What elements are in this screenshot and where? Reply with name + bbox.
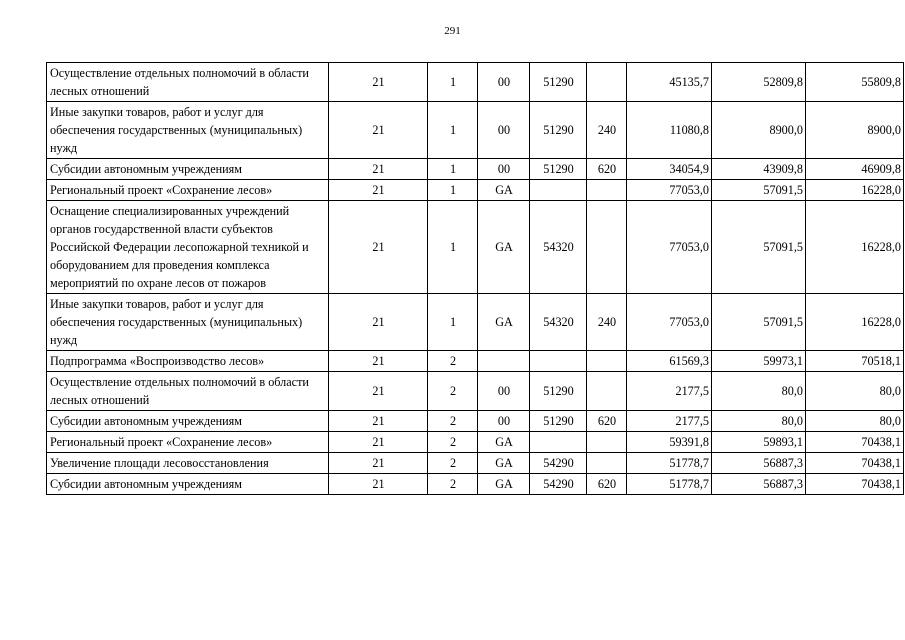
row-subprogram: 2 bbox=[428, 351, 478, 372]
row-value-3: 80,0 bbox=[806, 372, 904, 411]
table-row bbox=[47, 372, 904, 411]
row-value-1: 2177,5 bbox=[627, 372, 712, 411]
row-group: GA bbox=[478, 432, 530, 453]
row-subprogram: 2 bbox=[428, 474, 478, 495]
row-group: 00 bbox=[478, 411, 530, 432]
table-row bbox=[47, 432, 904, 453]
row-group: GA bbox=[478, 294, 530, 351]
row-group: 00 bbox=[478, 102, 530, 159]
row-value-3: 70438,1 bbox=[806, 453, 904, 474]
row-expense-type: 240 bbox=[587, 294, 627, 351]
row-value-2: 43909,8 bbox=[712, 159, 806, 180]
row-value-2: 56887,3 bbox=[712, 453, 806, 474]
row-value-3: 8900,0 bbox=[806, 102, 904, 159]
row-value-1: 45135,7 bbox=[627, 63, 712, 102]
row-expense-type bbox=[587, 351, 627, 372]
row-value-3: 80,0 bbox=[806, 411, 904, 432]
row-code: 21 bbox=[329, 294, 428, 351]
row-code: 21 bbox=[329, 63, 428, 102]
row-code: 21 bbox=[329, 159, 428, 180]
row-name: Региональный проект «Сохранение лесов» bbox=[47, 180, 329, 201]
row-name: Субсидии автономным учреждениям bbox=[47, 411, 329, 432]
table-row bbox=[47, 294, 904, 351]
row-item: 54320 bbox=[530, 294, 587, 351]
row-value-3: 16228,0 bbox=[806, 180, 904, 201]
row-item: 51290 bbox=[530, 102, 587, 159]
row-code: 21 bbox=[329, 180, 428, 201]
row-value-3: 16228,0 bbox=[806, 294, 904, 351]
row-expense-type: 620 bbox=[587, 474, 627, 495]
row-name: Региональный проект «Сохранение лесов» bbox=[47, 432, 329, 453]
row-value-1: 11080,8 bbox=[627, 102, 712, 159]
row-name: Иные закупки товаров, работ и услуг для обеспечения государственных (муниципальных) нужд bbox=[47, 102, 329, 159]
row-expense-type bbox=[587, 201, 627, 294]
row-name: Подпрограмма «Воспроизводство лесов» bbox=[47, 351, 329, 372]
row-value-3: 70518,1 bbox=[806, 351, 904, 372]
row-group: GA bbox=[478, 180, 530, 201]
row-group: 00 bbox=[478, 63, 530, 102]
row-item: 51290 bbox=[530, 411, 587, 432]
table-row bbox=[47, 351, 904, 372]
row-value-3: 46909,8 bbox=[806, 159, 904, 180]
row-value-1: 34054,9 bbox=[627, 159, 712, 180]
row-value-1: 77053,0 bbox=[627, 180, 712, 201]
row-value-1: 59391,8 bbox=[627, 432, 712, 453]
row-subprogram: 1 bbox=[428, 180, 478, 201]
table-body bbox=[47, 63, 904, 495]
table-row bbox=[47, 201, 904, 294]
row-value-1: 2177,5 bbox=[627, 411, 712, 432]
row-item: 51290 bbox=[530, 159, 587, 180]
row-item: 51290 bbox=[530, 372, 587, 411]
table-row bbox=[47, 453, 904, 474]
row-value-2: 8900,0 bbox=[712, 102, 806, 159]
row-subprogram: 2 bbox=[428, 453, 478, 474]
row-value-2: 57091,5 bbox=[712, 294, 806, 351]
row-expense-type: 240 bbox=[587, 102, 627, 159]
row-item bbox=[530, 180, 587, 201]
row-value-1: 61569,3 bbox=[627, 351, 712, 372]
row-expense-type bbox=[587, 180, 627, 201]
row-group: 00 bbox=[478, 159, 530, 180]
row-name: Осуществление отдельных полномочий в области лесных отношений bbox=[47, 63, 329, 102]
row-group: 00 bbox=[478, 372, 530, 411]
row-value-2: 80,0 bbox=[712, 372, 806, 411]
row-subprogram: 1 bbox=[428, 294, 478, 351]
row-name: Осуществление отдельных полномочий в области лесных отношений bbox=[47, 372, 329, 411]
row-value-3: 16228,0 bbox=[806, 201, 904, 294]
row-value-2: 59893,1 bbox=[712, 432, 806, 453]
row-name: Увеличение площади лесовосстановления bbox=[47, 453, 329, 474]
table-row bbox=[47, 474, 904, 495]
row-value-3: 70438,1 bbox=[806, 474, 904, 495]
page-number: 291 bbox=[444, 25, 461, 37]
row-expense-type: 620 bbox=[587, 159, 627, 180]
row-code: 21 bbox=[329, 474, 428, 495]
row-subprogram: 2 bbox=[428, 411, 478, 432]
row-value-1: 51778,7 bbox=[627, 474, 712, 495]
row-value-2: 52809,8 bbox=[712, 63, 806, 102]
row-item: 54290 bbox=[530, 453, 587, 474]
table-row bbox=[47, 411, 904, 432]
row-code: 21 bbox=[329, 432, 428, 453]
row-code: 21 bbox=[329, 351, 428, 372]
row-value-1: 77053,0 bbox=[627, 201, 712, 294]
row-value-3: 70438,1 bbox=[806, 432, 904, 453]
table-row bbox=[47, 180, 904, 201]
row-item: 54290 bbox=[530, 474, 587, 495]
row-name: Оснащение специализированных учреждений органов государственной власти субъектов Российской Федерации лесопожарной техникой и оборудованием для проведения комплекса мероприятий по охране лесов от пожаров bbox=[47, 201, 329, 294]
budget-table bbox=[46, 62, 904, 495]
row-code: 21 bbox=[329, 102, 428, 159]
row-name: Иные закупки товаров, работ и услуг для обеспечения государственных (муниципальных) нужд bbox=[47, 294, 329, 351]
row-group bbox=[478, 351, 530, 372]
row-value-3: 55809,8 bbox=[806, 63, 904, 102]
row-value-2: 59973,1 bbox=[712, 351, 806, 372]
row-subprogram: 1 bbox=[428, 63, 478, 102]
row-subprogram: 1 bbox=[428, 159, 478, 180]
table-row bbox=[47, 159, 904, 180]
table-row bbox=[47, 102, 904, 159]
row-value-1: 77053,0 bbox=[627, 294, 712, 351]
row-subprogram: 1 bbox=[428, 201, 478, 294]
row-item bbox=[530, 351, 587, 372]
row-item: 51290 bbox=[530, 63, 587, 102]
row-group: GA bbox=[478, 474, 530, 495]
row-code: 21 bbox=[329, 372, 428, 411]
row-expense-type bbox=[587, 432, 627, 453]
row-value-1: 51778,7 bbox=[627, 453, 712, 474]
row-value-2: 57091,5 bbox=[712, 201, 806, 294]
row-name: Субсидии автономным учреждениям bbox=[47, 474, 329, 495]
row-subprogram: 1 bbox=[428, 102, 478, 159]
row-expense-type: 620 bbox=[587, 411, 627, 432]
row-item: 54320 bbox=[530, 201, 587, 294]
row-name: Субсидии автономным учреждениям bbox=[47, 159, 329, 180]
row-value-2: 80,0 bbox=[712, 411, 806, 432]
row-value-2: 57091,5 bbox=[712, 180, 806, 201]
row-code: 21 bbox=[329, 411, 428, 432]
row-subprogram: 2 bbox=[428, 372, 478, 411]
row-expense-type bbox=[587, 372, 627, 411]
row-expense-type bbox=[587, 63, 627, 102]
row-code: 21 bbox=[329, 453, 428, 474]
row-subprogram: 2 bbox=[428, 432, 478, 453]
row-item bbox=[530, 432, 587, 453]
table-row bbox=[47, 63, 904, 102]
row-value-2: 56887,3 bbox=[712, 474, 806, 495]
row-expense-type bbox=[587, 453, 627, 474]
row-group: GA bbox=[478, 201, 530, 294]
row-group: GA bbox=[478, 453, 530, 474]
row-code: 21 bbox=[329, 201, 428, 294]
